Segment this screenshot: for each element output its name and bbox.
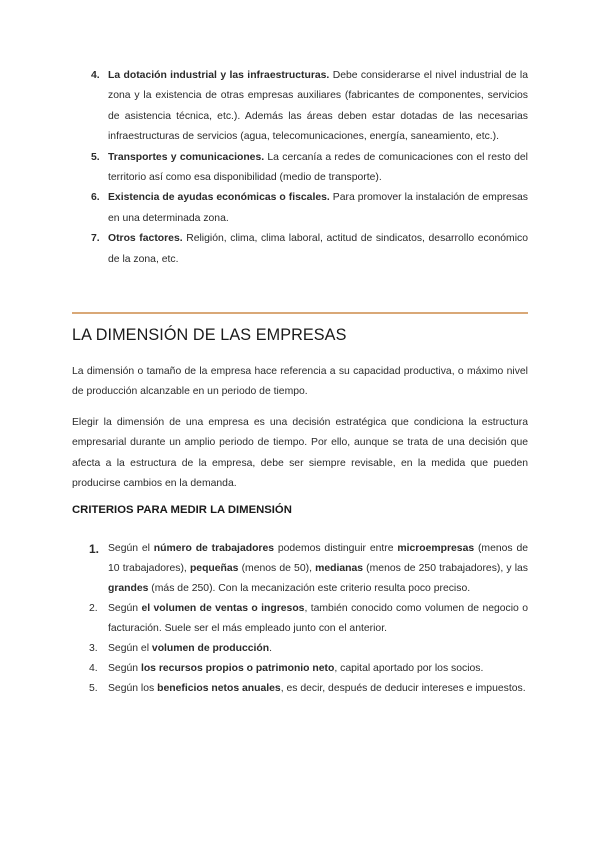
item-text [108,643,272,654]
criteria-item [72,599,528,639]
item-title: Existencia de ayudas económicas o fiscales. [108,192,330,204]
item-text [108,683,526,694]
text-run: (menos de 250 trabajadores), y las [363,563,528,574]
item-number: 5. [91,151,100,163]
text-run: Según el [108,543,154,554]
body-paragraph: Elegir la dimensión de una empresa es una decisión estratégica que condiciona la estructura empresarial durante un amplio periodo de tiempo. Por ello, aunque se trata de una decisión que afecta a la estructura de la empresa, debe ser siempre revisable, en la medida que pueden producirse cambios en la demanda. [72,417,528,490]
item-text: Para promover la instalación de empresas en una determinada zona. [108,192,529,224]
bold-term: medianas [315,563,364,574]
bold-term: los recursos propios o patrimonio neto [140,663,335,674]
text-run: (más de 250). Con la mecanización este criterio resulta poco preciso. [148,583,471,594]
text-run: Según los [108,683,158,694]
text-run: (menos de 50), [238,563,316,574]
item-number: 1. [89,542,100,556]
section-title: LA DIMENSIÓN DE LAS EMPRESAS [72,326,347,344]
intro-paragraph: La dimensión o tamaño de la empresa hace referencia a su capacidad productiva, o máximo nivel de producción alcanzable en un periodo de tiempo. [72,366,528,398]
item-title: Otros factores. [108,233,183,245]
text-run: , también conocido como volumen de negocio o facturación. Suele ser el más empleado junto con el anterior. [108,603,528,634]
text-run: . [269,643,273,654]
criteria-item [72,539,528,599]
item-text [108,663,483,674]
text-run: Según [108,603,142,614]
item-number: 7. [91,233,100,245]
text-run: Según [108,663,141,674]
bold-term: microempresas [397,543,475,554]
list-item [72,188,528,229]
bold-term: volumen de producción [151,643,270,654]
item-number: 4. [89,663,98,674]
item-text: Religión, clima, clima laboral, actitud de sindicatos, desarrollo económico de la zona, etc. [108,233,528,265]
item-number: 5. [89,683,98,694]
item-number: 3. [89,643,98,654]
criteria-item [72,659,528,679]
item-text: Debe considerarse el nivel industrial de la zona y la existencia de otras empresas auxiliares (fabricantes de componentes, servicios de asistencia técnica, etc.). Además las áreas deben estar dotadas de las necesarias infraestructuras de servicios (agua, telecomunicaciones, energía, saneamiento, etc.). [108,70,528,143]
section-divider [72,312,528,314]
text-run: podemos distinguir entre [274,543,398,554]
item-text [108,543,528,594]
text-run: , capital aportado por los socios. [334,663,484,674]
item-text [108,603,528,634]
item-title: La dotación industrial y las infraestructuras. [108,70,330,81]
bold-term: beneficios netos anuales [157,683,281,694]
bold-term: grandes [108,583,149,594]
bold-term: pequeñas [189,563,239,574]
text-run: , es decir, después de deducir intereses e impuestos. [280,683,526,694]
criteria-item [72,679,528,699]
location-factors-list [72,66,528,270]
item-number: 4. [91,70,100,81]
text-run: Según el [108,643,152,654]
list-item [72,66,528,148]
item-title: Transportes y comunicaciones. [108,151,265,163]
item-number: 6. [91,192,100,204]
subsection-title: CRITERIOS PARA MEDIR LA DIMENSIÓN [72,504,292,516]
text-run: (menos de 10 trabajadores), [108,543,529,574]
item-text: La cercanía a redes de comunicaciones con el resto del territorio así como esa disponibilidad (medio de transporte). [108,151,528,184]
list-item [72,229,528,270]
list-item [72,148,528,189]
criteria-list [72,539,528,699]
bold-term: número de trabajadores [153,543,275,554]
criteria-item [72,639,528,659]
bold-term: el volumen de ventas o ingresos [141,603,305,614]
item-number: 2. [89,603,98,614]
